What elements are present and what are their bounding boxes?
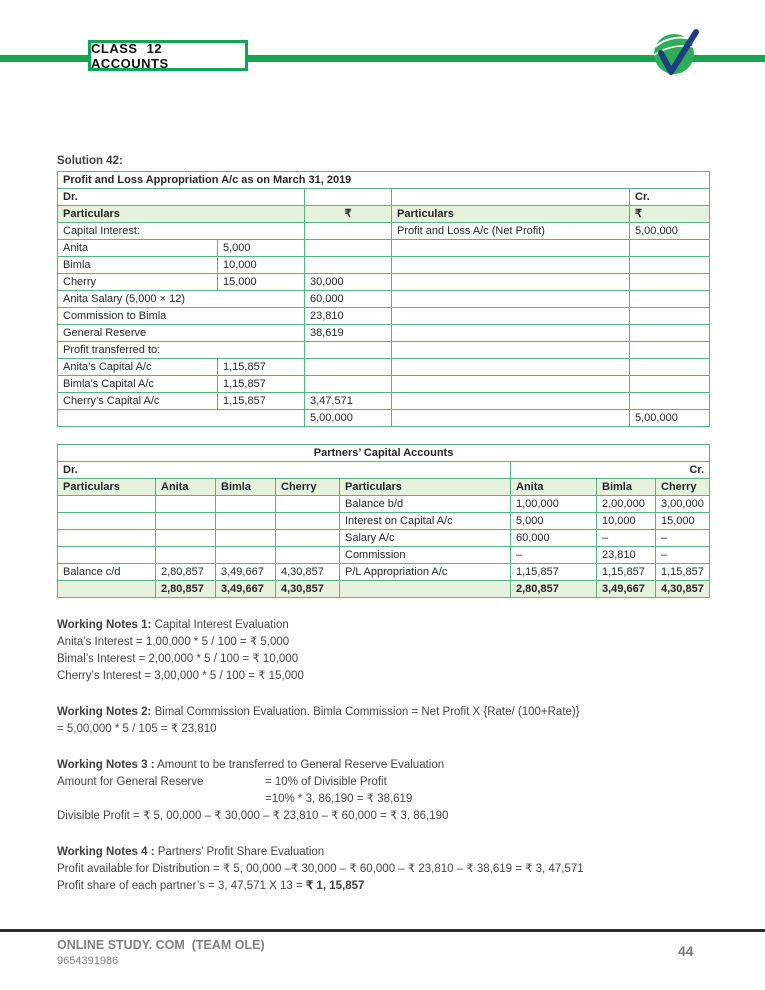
table-row [58, 530, 710, 547]
cell [305, 359, 392, 376]
cell [58, 547, 156, 564]
cell: Interest on Capital A/c [340, 513, 511, 530]
cell: 23,810 [305, 308, 392, 325]
cell [392, 240, 630, 257]
cell: Anita Salary (5,000 × 12) [58, 291, 305, 308]
cell: – [656, 530, 710, 547]
cell: P/L Appropriation A/c [340, 564, 511, 581]
pc-table-title: Partners’ Capital Accounts [58, 445, 710, 462]
cell: 3,49,667 [597, 581, 656, 598]
pl-table-title: Profit and Loss Appropriation A/c as on March 31, 2019 [58, 172, 710, 189]
cell [340, 581, 511, 598]
cell [630, 393, 710, 410]
table-row [58, 291, 710, 308]
cell: General Reserve [58, 325, 305, 342]
wn4-title: Partners’ Profit Share Evaluation [157, 846, 325, 858]
table-row [58, 376, 710, 393]
cell: 1,15,857 [656, 564, 710, 581]
footer-divider [0, 929, 765, 932]
col-header-cherry-cr: Cherry [656, 479, 710, 496]
cell: 1,15,857 [218, 376, 305, 393]
table-row [58, 359, 710, 376]
col-header-particulars-cr: Particulars [340, 479, 511, 496]
cell: 2,80,857 [511, 581, 597, 598]
wn2-label: Working Notes 2: [57, 706, 152, 718]
cell [392, 393, 630, 410]
cell [58, 581, 156, 598]
cell [305, 240, 392, 257]
cell: 5,000 [511, 513, 597, 530]
table-row [58, 308, 710, 325]
table-row [58, 274, 710, 291]
cell: 3,00,000 [656, 496, 710, 513]
cell: 60,000 [305, 291, 392, 308]
cell: – [656, 547, 710, 564]
cell: 60,000 [511, 530, 597, 547]
cell: 4,30,857 [276, 564, 340, 581]
cell [392, 410, 630, 427]
cell [156, 496, 216, 513]
table-row [58, 240, 710, 257]
wn2-line: = 5,00,000 * 5 / 105 = ₹ 23,810 [57, 723, 217, 735]
col-header-particulars-cr: Particulars [392, 206, 630, 223]
cell [156, 513, 216, 530]
cell: Capital Interest: [58, 223, 305, 240]
col-header-anita-dr: Anita [156, 479, 216, 496]
pl-dr-label: Dr. [58, 189, 305, 206]
cell: Cherry [58, 274, 218, 291]
pc-cr-label: Cr. [511, 462, 710, 479]
cell [630, 240, 710, 257]
cell [58, 513, 156, 530]
wn1-heading [57, 617, 709, 634]
cell [216, 530, 276, 547]
cell: 2,80,857 [156, 581, 216, 598]
working-note-3 [57, 757, 709, 825]
cell [305, 257, 392, 274]
cell: Balance c/d [58, 564, 156, 581]
cell: 15,000 [218, 274, 305, 291]
table-row [58, 257, 710, 274]
wn3-line: Divisible Profit = ₹ 5, 00,000 – ₹ 30,000 – ₹ 23,810 – ₹ 60,000 = ₹ 3, 86,190 [57, 810, 449, 822]
cell: 1,15,857 [511, 564, 597, 581]
cell: Profit transferred to: [58, 342, 305, 359]
cell: Anita [58, 240, 218, 257]
cell [392, 291, 630, 308]
wn3-label: Working Notes 3 : [57, 759, 155, 771]
cell [58, 530, 156, 547]
cell [630, 325, 710, 342]
table-row [58, 564, 710, 581]
wn4-label: Working Notes 4 : [57, 846, 155, 858]
cell: 1,00,000 [511, 496, 597, 513]
cell: 4,30,857 [276, 581, 340, 598]
cell: Commission [340, 547, 511, 564]
working-note-2 [57, 704, 709, 738]
brand-logo-icon [650, 26, 702, 85]
footer-phone: 9654391986 [57, 955, 119, 967]
solution-heading: Solution 42: [57, 155, 123, 167]
col-header-cherry-dr: Cherry [276, 479, 340, 496]
cell: 30,000 [305, 274, 392, 291]
col-header-particulars-dr: Particulars [58, 479, 156, 496]
cell [216, 513, 276, 530]
footer-brand: ONLINE STUDY. COM (TEAM OLE) [57, 938, 265, 952]
wn1-line: Cherry’s Interest = 3,00,000 * 5 / 100 = ₹ 15,000 [57, 670, 304, 682]
pl-appropriation-table [57, 171, 710, 427]
table-row [58, 223, 710, 240]
cell [392, 189, 630, 206]
cell [156, 547, 216, 564]
wn4-line [57, 878, 709, 895]
wn4-heading [57, 844, 709, 861]
cell: 2,00,000 [597, 496, 656, 513]
cell [630, 291, 710, 308]
cell [305, 223, 392, 240]
wn1-title: Capital Interest Evaluation [154, 619, 289, 631]
col-header-bimla-dr: Bimla [216, 479, 276, 496]
cell [392, 274, 630, 291]
cell [305, 342, 392, 359]
cell: Bimla’s Capital A/c [58, 376, 218, 393]
cell: Salary A/c [340, 530, 511, 547]
cell: 3,49,667 [216, 581, 276, 598]
cell: Bimla [58, 257, 218, 274]
wn2-heading [57, 704, 709, 721]
wn3-line [57, 774, 709, 791]
cell [392, 359, 630, 376]
cell [630, 257, 710, 274]
cell [630, 308, 710, 325]
table-row [58, 393, 710, 410]
table-row [58, 342, 710, 359]
table-row [58, 325, 710, 342]
cell: Commission to Bimla [58, 308, 305, 325]
table-row [58, 547, 710, 564]
cell: 15,000 [656, 513, 710, 530]
cell [276, 547, 340, 564]
cell: Anita’s Capital A/c [58, 359, 218, 376]
cell [305, 376, 392, 393]
cell: 4,30,857 [656, 581, 710, 598]
total-row [58, 410, 710, 427]
cell [58, 410, 305, 427]
page-number: 44 [678, 943, 694, 959]
cell: 3,47,571 [305, 393, 392, 410]
cell: – [511, 547, 597, 564]
cell: 5,000 [218, 240, 305, 257]
table-row [58, 496, 710, 513]
cell [276, 496, 340, 513]
cell: 5,00,000 [305, 410, 392, 427]
cell: Profit and Loss A/c (Net Profit) [392, 223, 630, 240]
wn1-line: Anita’s Interest = 1,00,000 * 5 / 100 = ₹ 5,000 [57, 636, 290, 648]
wn3-line: =10% * 3, 86,190 = ₹ 38,619 [265, 793, 413, 805]
cell: 1,15,857 [218, 393, 305, 410]
wn3-line1-left: Amount for General Reserve [57, 776, 204, 788]
cell [392, 376, 630, 393]
class-badge-label: CLASS 12 ACCOUNTS [91, 40, 169, 71]
working-note-4 [57, 844, 709, 895]
cell [58, 496, 156, 513]
cell: 2,80,857 [156, 564, 216, 581]
cell: 1,15,857 [218, 359, 305, 376]
wn2-title: Bimal Commission Evaluation. Bimla Commission = Net Profit X {Rate/ (100+Rate)} [154, 706, 580, 718]
cell [216, 496, 276, 513]
cell [630, 376, 710, 393]
partners-capital-table [57, 444, 710, 598]
wn1-line: Bimal’s Interest = 2,00,000 * 5 / 100 = ₹ 10,000 [57, 653, 299, 665]
col-header-rupee-dr: ₹ [305, 206, 392, 223]
cell: 5,00,000 [630, 410, 710, 427]
col-header-anita-cr: Anita [511, 479, 597, 496]
cell [276, 513, 340, 530]
wn4-line2-text: Profit share of each partner’s = 3, 47,571 X 13 = [57, 880, 306, 892]
cell: Cherry’s Capital A/c [58, 393, 218, 410]
page-content [57, 153, 709, 895]
cell: 10,000 [218, 257, 305, 274]
col-header-particulars-dr: Particulars [58, 206, 305, 223]
cell: 3,49,667 [216, 564, 276, 581]
cell [392, 342, 630, 359]
cell [392, 308, 630, 325]
cell: 38,619 [305, 325, 392, 342]
total-row [58, 581, 710, 598]
cell: 23,810 [597, 547, 656, 564]
wn3-line1-right: = 10% of Divisible Profit [265, 776, 387, 788]
wn4-line: Profit available for Distribution = ₹ 5, 00,000 –₹ 30,000 – ₹ 60,000 – ₹ 23,810 – ₹ 38,619 = ₹ 3, 47,571 [57, 863, 584, 875]
wn1-label: Working Notes 1: [57, 619, 152, 631]
cell [276, 530, 340, 547]
cell [156, 530, 216, 547]
wn3-heading [57, 757, 709, 774]
cell: Balance b/d [340, 496, 511, 513]
col-header-bimla-cr: Bimla [597, 479, 656, 496]
cell [392, 257, 630, 274]
cell [305, 189, 392, 206]
table-row [58, 513, 710, 530]
cell: 1,15,857 [597, 564, 656, 581]
cell [216, 547, 276, 564]
cell [392, 325, 630, 342]
cell [630, 342, 710, 359]
cell: 10,000 [597, 513, 656, 530]
pl-cr-label: Cr. [630, 189, 710, 206]
wn3-title: Amount to be transferred to General Reserve Evaluation [157, 759, 445, 771]
class-badge [88, 40, 248, 71]
cell: – [597, 530, 656, 547]
cell [630, 274, 710, 291]
pc-dr-label: Dr. [58, 462, 511, 479]
cell [630, 359, 710, 376]
wn4-line2-result: ₹ 1, 15,857 [305, 880, 365, 892]
cell: 5,00,000 [630, 223, 710, 240]
working-note-1 [57, 617, 709, 685]
col-header-rupee-cr: ₹ [630, 206, 710, 223]
